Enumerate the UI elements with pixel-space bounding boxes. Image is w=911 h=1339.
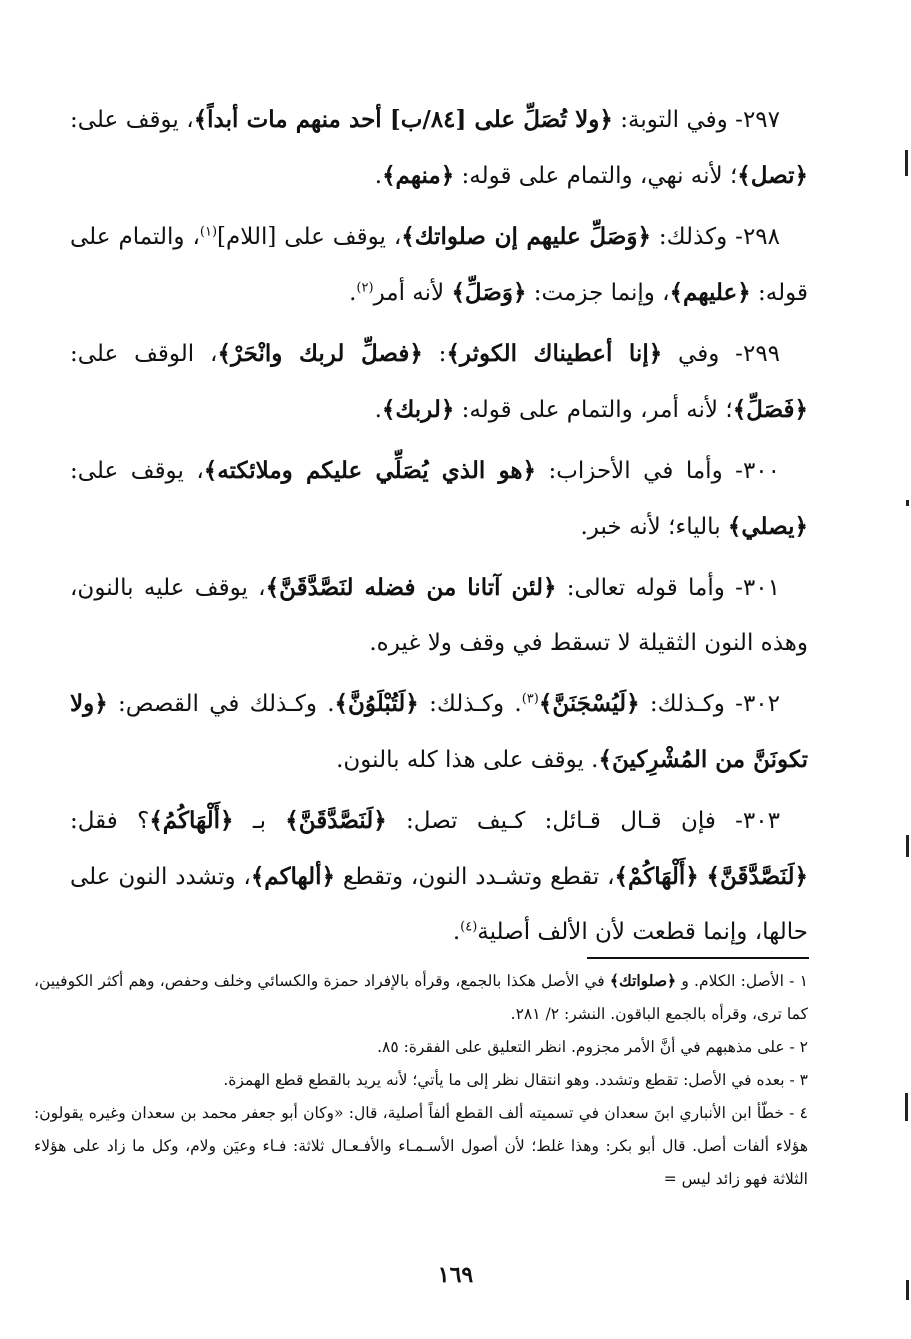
text-run: . يوقف على هذا كله بالنون.: [336, 747, 599, 773]
text-run: ٤ - خطّأ ابن الأنباري ابنَ سعدان في تسميته ألف القطع ألفاً أصلية، قال: «وكان أبو جعفر محمد بن سعدان وغيره يقولون: هؤلاء ألفات أصل. قال أبو بكر: وهذا غلط؛ لأن أصول الأسـمـاء والأفـعـال ثلاثة: فـاء وعيَن ولام، وكل ما زاد على هؤلاء الثلاثة فهو زائد ليس =: [34, 1104, 808, 1188]
footnote-separator: [587, 957, 809, 959]
text-run: لأنه أمر: [373, 280, 452, 306]
footnote-reference: (١): [199, 224, 218, 240]
footnote: [34, 1031, 808, 1064]
text-run: .: [452, 919, 461, 945]
quran-quote: ﴿أَلْهَاكُمُ﴾: [149, 807, 234, 834]
text-run: ٣ - بعده في الأصل: تقطع وتشدد. وهو انتقال نظر إلى ما يأتي؛ لأنه يريد بالقطع قطع الهمزة.: [223, 1071, 808, 1089]
text-run: ٢٩٧- وفي التوبة:: [612, 107, 780, 133]
scan-edge-mark: [906, 835, 909, 857]
text-run: [699, 864, 707, 890]
footnotes: [34, 964, 808, 1196]
quran-quote: ﴿لئن آتانا من فضله لنَصَّدَّقَنَّ﴾: [265, 574, 557, 601]
text-run: ، يوقف على [اللام]: [217, 224, 402, 250]
quran-quote: ﴿منهم﴾: [382, 162, 455, 189]
page-number: ١٦٩: [437, 1262, 474, 1288]
text-run: ٢٩٩- وفي: [662, 341, 781, 367]
text-run: بالياء؛ لأنه خبر.: [580, 514, 728, 540]
quran-quote: ﴿لَنَصَّدَّقَنَّ﴾: [706, 863, 808, 890]
paragraph: [70, 209, 808, 321]
text-run: ، يوقف عليه بالنون، وهذه النون الثقيلة لا تسقط في وقف ولا غيره.: [70, 575, 808, 656]
text-run: ، يوقف على:: [70, 458, 204, 484]
footnote: [34, 964, 808, 1031]
scan-edge-mark: [906, 1280, 909, 1300]
text-run: ، يوقف على:: [70, 107, 194, 133]
text-run: في الأصل هكذا بالجمع، وقرأه بالإفراد حمزة والكسائي وخلف وحفص، وهم أكثر الكوفيين، كما ترى، وقرأه بالجمع الباقون. النشر: ٢/ ٢٨١.: [34, 972, 808, 1023]
quran-quote: ﴿يصلي﴾: [727, 513, 808, 540]
text-run: ٣٠٣- فإن قـال قـائل: كـيف تصل:: [386, 808, 780, 834]
paragraph: [70, 443, 808, 555]
footnote: [34, 1097, 808, 1196]
paragraph: [70, 326, 808, 438]
text-run: ، والتمام على قوله:: [70, 224, 808, 306]
quran-quote: ﴿صلواتك﴾: [609, 971, 677, 990]
quran-quote: ﴿ولا تكونَنَّ من المُشْرِكينَ﴾: [70, 690, 808, 773]
scan-edge-mark: [906, 500, 909, 506]
text-run: ٢٩٨- وكذلك:: [650, 224, 781, 250]
footnote-reference: (٢): [356, 280, 374, 296]
text-run: ، وإنما جزمت:: [526, 280, 670, 306]
text-run: ٢ - على مذهبهم في أنَّ الأمر مجزوم. انظر التعليق على الفقرة: ٨٥.: [377, 1038, 808, 1056]
text-run: ؛ لأنه نهي، والتمام على قوله:: [454, 163, 738, 189]
quran-quote: ﴿عليهم﴾: [669, 279, 751, 306]
paragraph: [70, 793, 808, 960]
quran-quote: ﴿فصلِّ لربك وانْحَرْ﴾: [217, 340, 423, 367]
text-run: .: [349, 280, 357, 306]
scan-edge-mark: [905, 1093, 908, 1121]
text-run: ١ - الأصل: الكلام. و: [676, 972, 808, 990]
text-run: ؛ لأنه أمر، والتمام على قوله:: [454, 397, 733, 423]
quran-quote: ﴿وَصَلِّ﴾: [451, 279, 527, 306]
quran-quote: ﴿لَتُبْلَوُنَّ﴾: [334, 690, 419, 717]
quran-quote: ﴿فَصَلِّ﴾: [732, 396, 808, 423]
paragraph: [70, 560, 808, 671]
paragraph: [70, 92, 808, 204]
text-run: ٣٠١- وأما قوله تعالى:: [556, 575, 780, 601]
text-run: ، الوقف على:: [70, 341, 218, 367]
scan-edge-mark: [905, 150, 908, 176]
quran-quote: ﴿أَلْهَاكُمْ﴾: [614, 863, 699, 890]
text-run: .: [374, 397, 382, 423]
quran-quote: ﴿تصل﴾: [737, 162, 808, 189]
quran-quote: ﴿ألهاكم﴾: [250, 863, 336, 890]
quran-quote: ﴿وَصَلِّ عليهم إن صلواتك﴾: [401, 223, 651, 250]
text-run: :: [422, 341, 447, 367]
footnote-reference: (٤): [460, 919, 478, 935]
quran-quote: ﴿هو الذي يُصَلِّي عليكم وملائكته﴾: [203, 457, 536, 484]
main-text: [70, 92, 808, 965]
text-run: . وكـذلك في القصص:: [107, 691, 335, 717]
quran-quote: ﴿إنا أعطيناك الكوثر﴾: [446, 340, 663, 367]
text-run: ؟ فقل:: [70, 808, 150, 834]
text-run: ، وتشدد النون على حالها، وإنما قطعت لأن الألف أصلية: [70, 864, 808, 945]
text-run: ٣٠٢- وكـذلك:: [639, 691, 780, 717]
text-run: .: [374, 163, 383, 189]
text-run: ، تقطع وتشـدد النون، وتقطع: [335, 864, 615, 890]
paragraph: [70, 676, 808, 788]
quran-quote: ﴿لربك﴾: [381, 396, 455, 423]
quran-quote: ﴿ولا تُصَلِّ على [٨٤/ب] أحد منهم مات أبداً﴾: [193, 106, 613, 133]
text-run: بـ: [233, 808, 286, 834]
text-run: ٣٠٠- وأما في الأحزاب:: [535, 458, 781, 484]
quran-quote: ﴿لَيُسْجَنَنَّ﴾: [538, 690, 640, 717]
quran-quote: ﴿لَنَصَّدَّقَنَّ﴾: [285, 807, 387, 834]
footnote: [34, 1064, 808, 1097]
footnote-reference: (٣): [521, 691, 539, 707]
text-run: . وكـذلك:: [418, 691, 522, 717]
